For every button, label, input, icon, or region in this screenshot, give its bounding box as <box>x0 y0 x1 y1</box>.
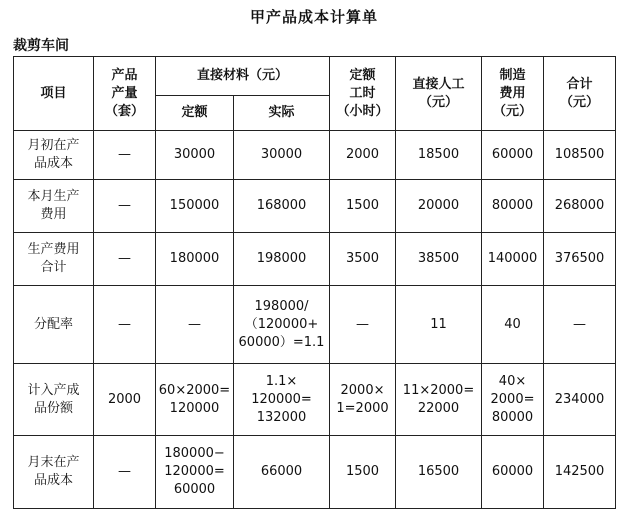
cell-item: 计入产成 品份额 <box>14 364 94 436</box>
header-material-quota: 定额 <box>156 96 234 131</box>
cell-quota-hours: 1500 <box>330 436 396 509</box>
cell-material-quota: 30000 <box>156 131 234 180</box>
header-output: 产品 产量 （套） <box>94 57 156 131</box>
header-overhead: 制造 费用 （元） <box>482 57 544 131</box>
table-row <box>14 180 616 233</box>
department-label: 裁剪车间 <box>13 38 69 54</box>
cell-total: 234000 <box>544 364 616 436</box>
cell-material-quota: 60×2000= 120000 <box>156 364 234 436</box>
cell-material-quota: 180000− 120000= 60000 <box>156 436 234 509</box>
cell-quota-hours: — <box>330 286 396 364</box>
header-direct-labor: 直接人工 （元） <box>396 57 482 131</box>
cell-output: — <box>94 233 156 286</box>
cell-item: 生产费用 合计 <box>14 233 94 286</box>
table-row <box>14 286 616 364</box>
cell-output: — <box>94 180 156 233</box>
header-total: 合计 （元） <box>544 57 616 131</box>
cell-output: — <box>94 286 156 364</box>
cell-material-actual: 1.1× 120000= 132000 <box>234 364 330 436</box>
cell-overhead: 80000 <box>482 180 544 233</box>
header-item: 项目 <box>14 57 94 131</box>
cell-overhead: 40 <box>482 286 544 364</box>
cell-material-actual: 30000 <box>234 131 330 180</box>
cell-total: 108500 <box>544 131 616 180</box>
cell-overhead: 140000 <box>482 233 544 286</box>
cell-quota-hours: 2000 <box>330 131 396 180</box>
cell-material-actual: 198000/ （120000+ 60000）=1.1 <box>234 286 330 364</box>
cell-material-actual: 66000 <box>234 436 330 509</box>
cell-material-quota: — <box>156 286 234 364</box>
cell-item: 月末在产 品成本 <box>14 436 94 509</box>
cell-material-actual: 198000 <box>234 233 330 286</box>
cell-output: 2000 <box>94 364 156 436</box>
header-quota-hours: 定额 工时 （小时） <box>330 57 396 131</box>
cell-item: 月初在产 品成本 <box>14 131 94 180</box>
table-row <box>14 364 616 436</box>
cell-total: 268000 <box>544 180 616 233</box>
header-direct-material: 直接材料（元） <box>156 57 330 96</box>
document-title: 甲产品成本计算单 <box>249 8 378 26</box>
cell-overhead: 40× 2000= 80000 <box>482 364 544 436</box>
cell-output: — <box>94 436 156 509</box>
cell-material-quota: 150000 <box>156 180 234 233</box>
cell-quota-hours: 2000× 1=2000 <box>330 364 396 436</box>
header-row <box>14 57 616 96</box>
cell-labor: 16500 <box>396 436 482 509</box>
cell-quota-hours: 1500 <box>330 180 396 233</box>
cell-output: — <box>94 131 156 180</box>
cell-labor: 38500 <box>396 233 482 286</box>
cost-calculation-table <box>13 56 616 509</box>
cell-material-quota: 180000 <box>156 233 234 286</box>
cell-item: 分配率 <box>14 286 94 364</box>
cell-labor: 18500 <box>396 131 482 180</box>
cell-material-actual: 168000 <box>234 180 330 233</box>
header-material-actual: 实际 <box>234 96 330 131</box>
cell-total: 142500 <box>544 436 616 509</box>
cell-overhead: 60000 <box>482 131 544 180</box>
cell-overhead: 60000 <box>482 436 544 509</box>
cell-total: 376500 <box>544 233 616 286</box>
cell-item: 本月生产 费用 <box>14 180 94 233</box>
cell-quota-hours: 3500 <box>330 233 396 286</box>
cell-labor: 11×2000= 22000 <box>396 364 482 436</box>
table-row <box>14 131 616 180</box>
table-row <box>14 233 616 286</box>
cell-labor: 11 <box>396 286 482 364</box>
cell-total: — <box>544 286 616 364</box>
table-row <box>14 436 616 509</box>
cell-labor: 20000 <box>396 180 482 233</box>
